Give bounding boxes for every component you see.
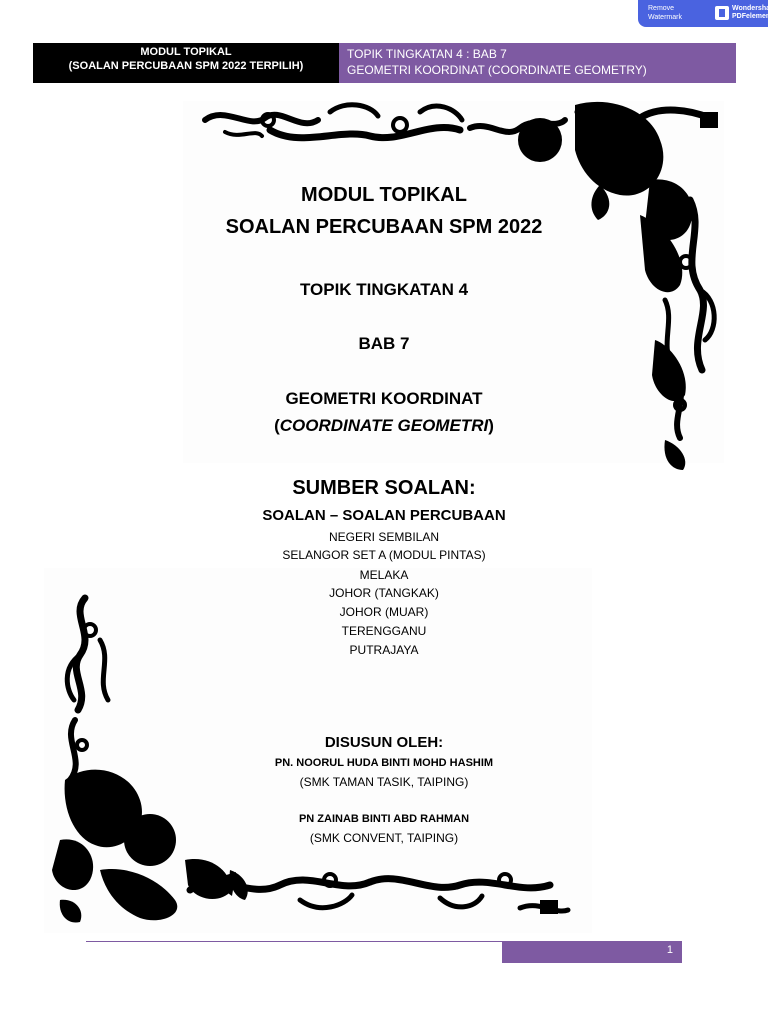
header-left-line2: (SOALAN PERCUBAAN SPM 2022 TERPILIH) [68, 60, 304, 72]
watermark-brand1: Wondershare [732, 5, 777, 12]
sources-heading: SUMBER SOALAN: [292, 477, 476, 499]
page-number: 1 [666, 944, 673, 956]
author2-name: PN ZAINAB BINTI ABD RAHMAN [298, 813, 470, 825]
source-item: PUTRAJAYA [349, 643, 419, 657]
source-item: TERENGGANU [341, 624, 427, 638]
cover-chapter: BAB 7 [358, 334, 410, 353]
source-item: NEGERI SEMBILAN [328, 530, 440, 544]
watermark-line1: Remove [648, 5, 675, 12]
cover-chapter-title-en-text: COORDINATE GEOMETRI [279, 416, 489, 435]
header-right-line2: GEOMETRI KOORDINAT (COORDINATE GEOMETRY) [347, 63, 647, 77]
header-left-line1: MODUL TOPIKAL [140, 46, 232, 58]
source-item: MELAKA [359, 568, 409, 582]
author1-school: (SMK TAMAN TASIK, TAIPING) [299, 775, 469, 789]
source-item: JOHOR (MUAR) [339, 605, 429, 619]
header-right-line1: TOPIK TINGKATAN 4 : BAB 7 [347, 47, 507, 61]
cover-chapter-title-en: (COORDINATE GEOMETRI) [274, 416, 494, 435]
footer-page-box [502, 941, 682, 963]
cover-chapter-title: GEOMETRI KOORDINAT [285, 389, 483, 408]
cover-title-line1: MODUL TOPIKAL [301, 184, 467, 206]
source-item: JOHOR (TANGKAK) [329, 586, 439, 600]
sources-subheading: SOALAN – SOALAN PERCUBAAN [262, 507, 506, 524]
authors-heading: DISUSUN OLEH: [324, 734, 444, 751]
footer-divider [86, 941, 502, 942]
cover-title-line2: SOALAN PERCUBAAN SPM 2022 [225, 216, 543, 238]
author1-name: PN. NOORUL HUDA BINTI MOHD HASHIM [274, 757, 494, 769]
watermark-brand2: PDFelement [732, 13, 773, 20]
author2-school: (SMK CONVENT, TAIPING) [309, 831, 459, 845]
source-item: SELANGOR SET A (MODUL PINTAS) [282, 548, 486, 562]
watermark-line2: Watermark [648, 14, 682, 21]
cover-topic: TOPIK TINGKATAN 4 [299, 280, 469, 299]
